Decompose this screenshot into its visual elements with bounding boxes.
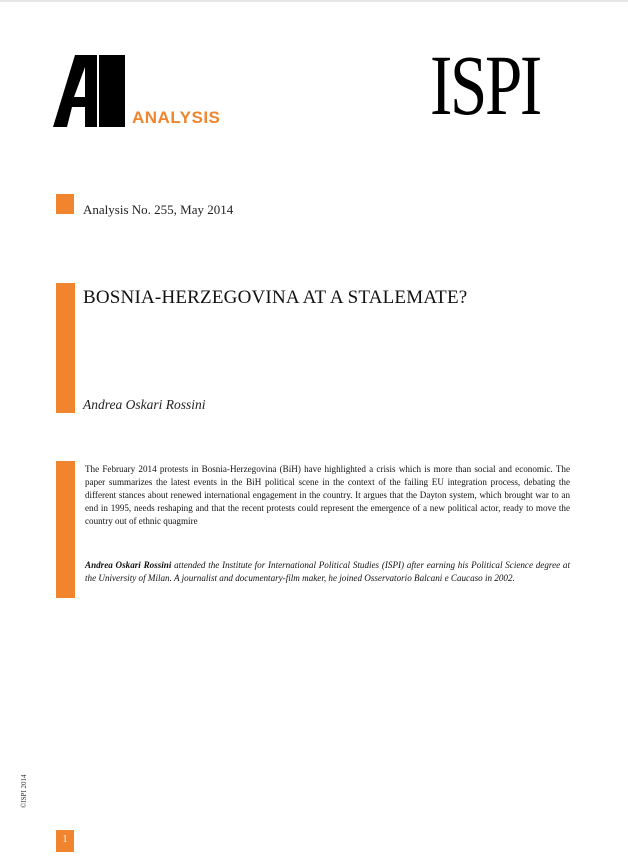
top-border (0, 0, 628, 2)
bio-author-name: Andrea Oskari Rossini (85, 560, 172, 570)
orange-marker (56, 194, 74, 214)
page-number: 1 (62, 834, 68, 845)
author-bio (85, 559, 570, 585)
abstract-accent-bar (56, 461, 75, 598)
copyright-notice: ©ISPI 2014 (20, 774, 28, 808)
article-abstract: The February 2014 protests in Bosnia-Herzegovina (BiH) have highlighted a crisis which is more than social and economic. The paper summarizes the latest events in the BiH political scene in the context of the failing EU integration process, debating the different stances about renewed international engagement in the country. It argues that the Dayton system, which brought war to an end in 1995, needs reshaping and that the recent protests could represent the emergence of a new political actor, ready to move the country out of ethnic quagmire (85, 464, 570, 527)
article-author: Andrea Oskari Rossini (83, 397, 206, 412)
title-accent-bar (56, 283, 75, 413)
bio-text: attended the Institute for International Political Studies (ISPI) after earning his Political Science degree at the University of Milan. A journalist and documentary-film maker, he joined Osservatorio Balcani e Caucaso in 2002. (85, 560, 570, 584)
copyright-wrapper (20, 774, 70, 816)
a-monogram-icon (53, 55, 125, 127)
section-label: ANALYSIS (132, 108, 221, 127)
analysis-number: Analysis No. 255, May 2014 (83, 202, 234, 217)
publisher-logo: ISPI (430, 37, 540, 133)
article-title: BOSNIA-HERZEGOVINA AT A STALEMATE? (83, 287, 468, 308)
